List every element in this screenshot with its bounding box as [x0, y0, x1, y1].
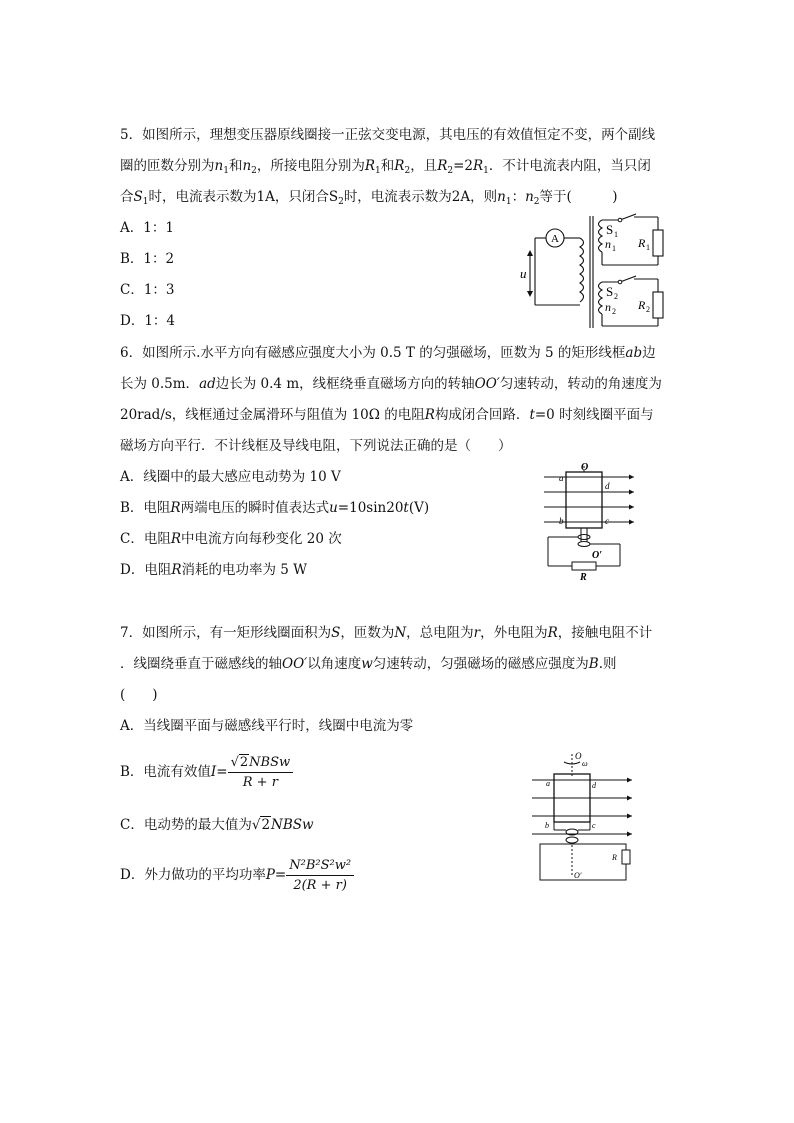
svg-text:c: c [592, 821, 596, 830]
resistor-r2-icon [653, 292, 663, 318]
svg-text:R: R [612, 853, 617, 862]
svg-text:n: n [605, 237, 611, 251]
svg-text:2: 2 [612, 307, 616, 316]
svg-text:R: R [638, 298, 646, 312]
q5-option-d[interactable]: D．1：4 [120, 313, 176, 329]
q7-current-formula: $\frac{\text{√2NBSw}}{R + r}$ [228, 754, 294, 791]
svg-text:S: S [606, 284, 614, 299]
svg-text:1: 1 [614, 230, 618, 239]
svg-text:d: d [592, 781, 596, 790]
q7-option-d[interactable]: D．外力做功的平均功率P= $\frac{\text{N²B²S²w²}}{2(R + r)}$ [120, 855, 354, 895]
q6-stem-line-4: 磁场方向平行．不计线框及导线电阻，下列说法正确的是（ ） [120, 438, 512, 454]
svg-text:1: 1 [646, 243, 650, 252]
q6-stem-line-1: 6．如图所示.水平方向有磁感应强度大小为 0.5 T 的匀强磁场，匝数为 5 的矩形线框ab边 [120, 345, 656, 361]
svg-text:b: b [545, 821, 549, 830]
q5-stem-line-1: 5．如图所示，理想变压器原线圈接一正弦交变电源，其电压的有效值恒定不变，两个副线 [120, 127, 656, 143]
svg-text:O′: O′ [574, 871, 582, 880]
q7-option-c[interactable]: C．电动势的最大值为√2NBSw [120, 817, 314, 833]
resistor-r1-icon [653, 230, 663, 256]
svg-text:O′: O′ [592, 550, 603, 561]
q6-option-d[interactable]: D．电阻R消耗的电功率为 5 W [120, 562, 308, 578]
svg-text:1: 1 [612, 244, 616, 253]
q7-option-b[interactable]: B．电流有效值I= $\frac{\text{√2NBSw}}{R + r}$ [120, 752, 293, 792]
svg-text:u: u [520, 266, 527, 281]
q7-rotating-coil-diagram [528, 750, 640, 882]
q5-option-c[interactable]: C．1：3 [120, 282, 175, 298]
q7-option-a[interactable]: A．当线圈平面与磁感线平行时，线圈中电流为零 [120, 718, 414, 734]
q7-stem-line-1: 7．如图所示，有一矩形线圈面积为S，匝数为N，总电阻为r，外电阻为R，接触电阻不计 [120, 625, 653, 641]
svg-text:d: d [605, 481, 610, 491]
svg-text:R: R [580, 572, 587, 580]
svg-text:A: A [551, 233, 559, 245]
q5-option-b[interactable]: B．1：2 [120, 251, 175, 267]
q6-stem-line-2: 长为 0.5m．ad边长为 0.4 m，线框绕垂直磁场方向的转轴OO′匀速转动，转动的角速度为 [120, 376, 662, 392]
q6-option-b[interactable]: B．电阻R两端电压的瞬时值表达式u=10sin20t(V) [120, 500, 430, 516]
q7-stem-line-3: ( ) [120, 687, 158, 703]
resistor-icon [572, 562, 596, 570]
svg-text:ω: ω [582, 759, 588, 768]
svg-text:R: R [638, 236, 646, 250]
q5-stem-line-2: 圈的匝数分别为$n_1$和$n_2$，所接电阻分别为$R_1$和$R_2$，且$R_2=2R_1$．不计电流表内阻，当只闭 [120, 158, 651, 176]
svg-text:O: O [575, 751, 582, 761]
svg-text:a: a [559, 473, 564, 483]
svg-text:O: O [581, 462, 589, 473]
q7-power-formula: $\frac{\text{N²B²S²w²}}{2(R + r)}$ [286, 857, 354, 894]
q6-option-a[interactable]: A．线圈中的最大感应电动势为 10 V [120, 469, 341, 485]
svg-text:2: 2 [646, 305, 650, 314]
q6-rotating-coil-diagram [538, 462, 646, 580]
q6-stem-line-3: 20rad/s，线框通过金属滑环与阻值为 10Ω 的电阻R构成闭合回路．t=0 时刻线圈平面与 [120, 407, 654, 423]
svg-text:2: 2 [614, 292, 618, 301]
svg-text:b: b [559, 516, 564, 526]
svg-text:c: c [605, 516, 609, 526]
q5-stem-line-3: 合$S_1$时，电流表示数为1A，只闭合$S_2$时，电流表示数为2A，则$n_1$：$n_2$等于( ) [120, 189, 618, 207]
svg-text:a: a [546, 779, 550, 788]
q6-option-c[interactable]: C．电阻R中电流方向每秒变化 20 次 [120, 531, 342, 547]
resistor-icon [622, 850, 630, 864]
svg-text:S: S [606, 222, 614, 237]
q5-transformer-diagram [510, 210, 675, 330]
svg-text:n: n [605, 300, 611, 314]
q5-option-a[interactable]: A．1：1 [120, 220, 174, 236]
q7-stem-line-2: ．线圈绕垂直于磁感线的轴OO′以角速度w匀速转动，匀强磁场的磁感应强度为B.则 [120, 656, 617, 672]
